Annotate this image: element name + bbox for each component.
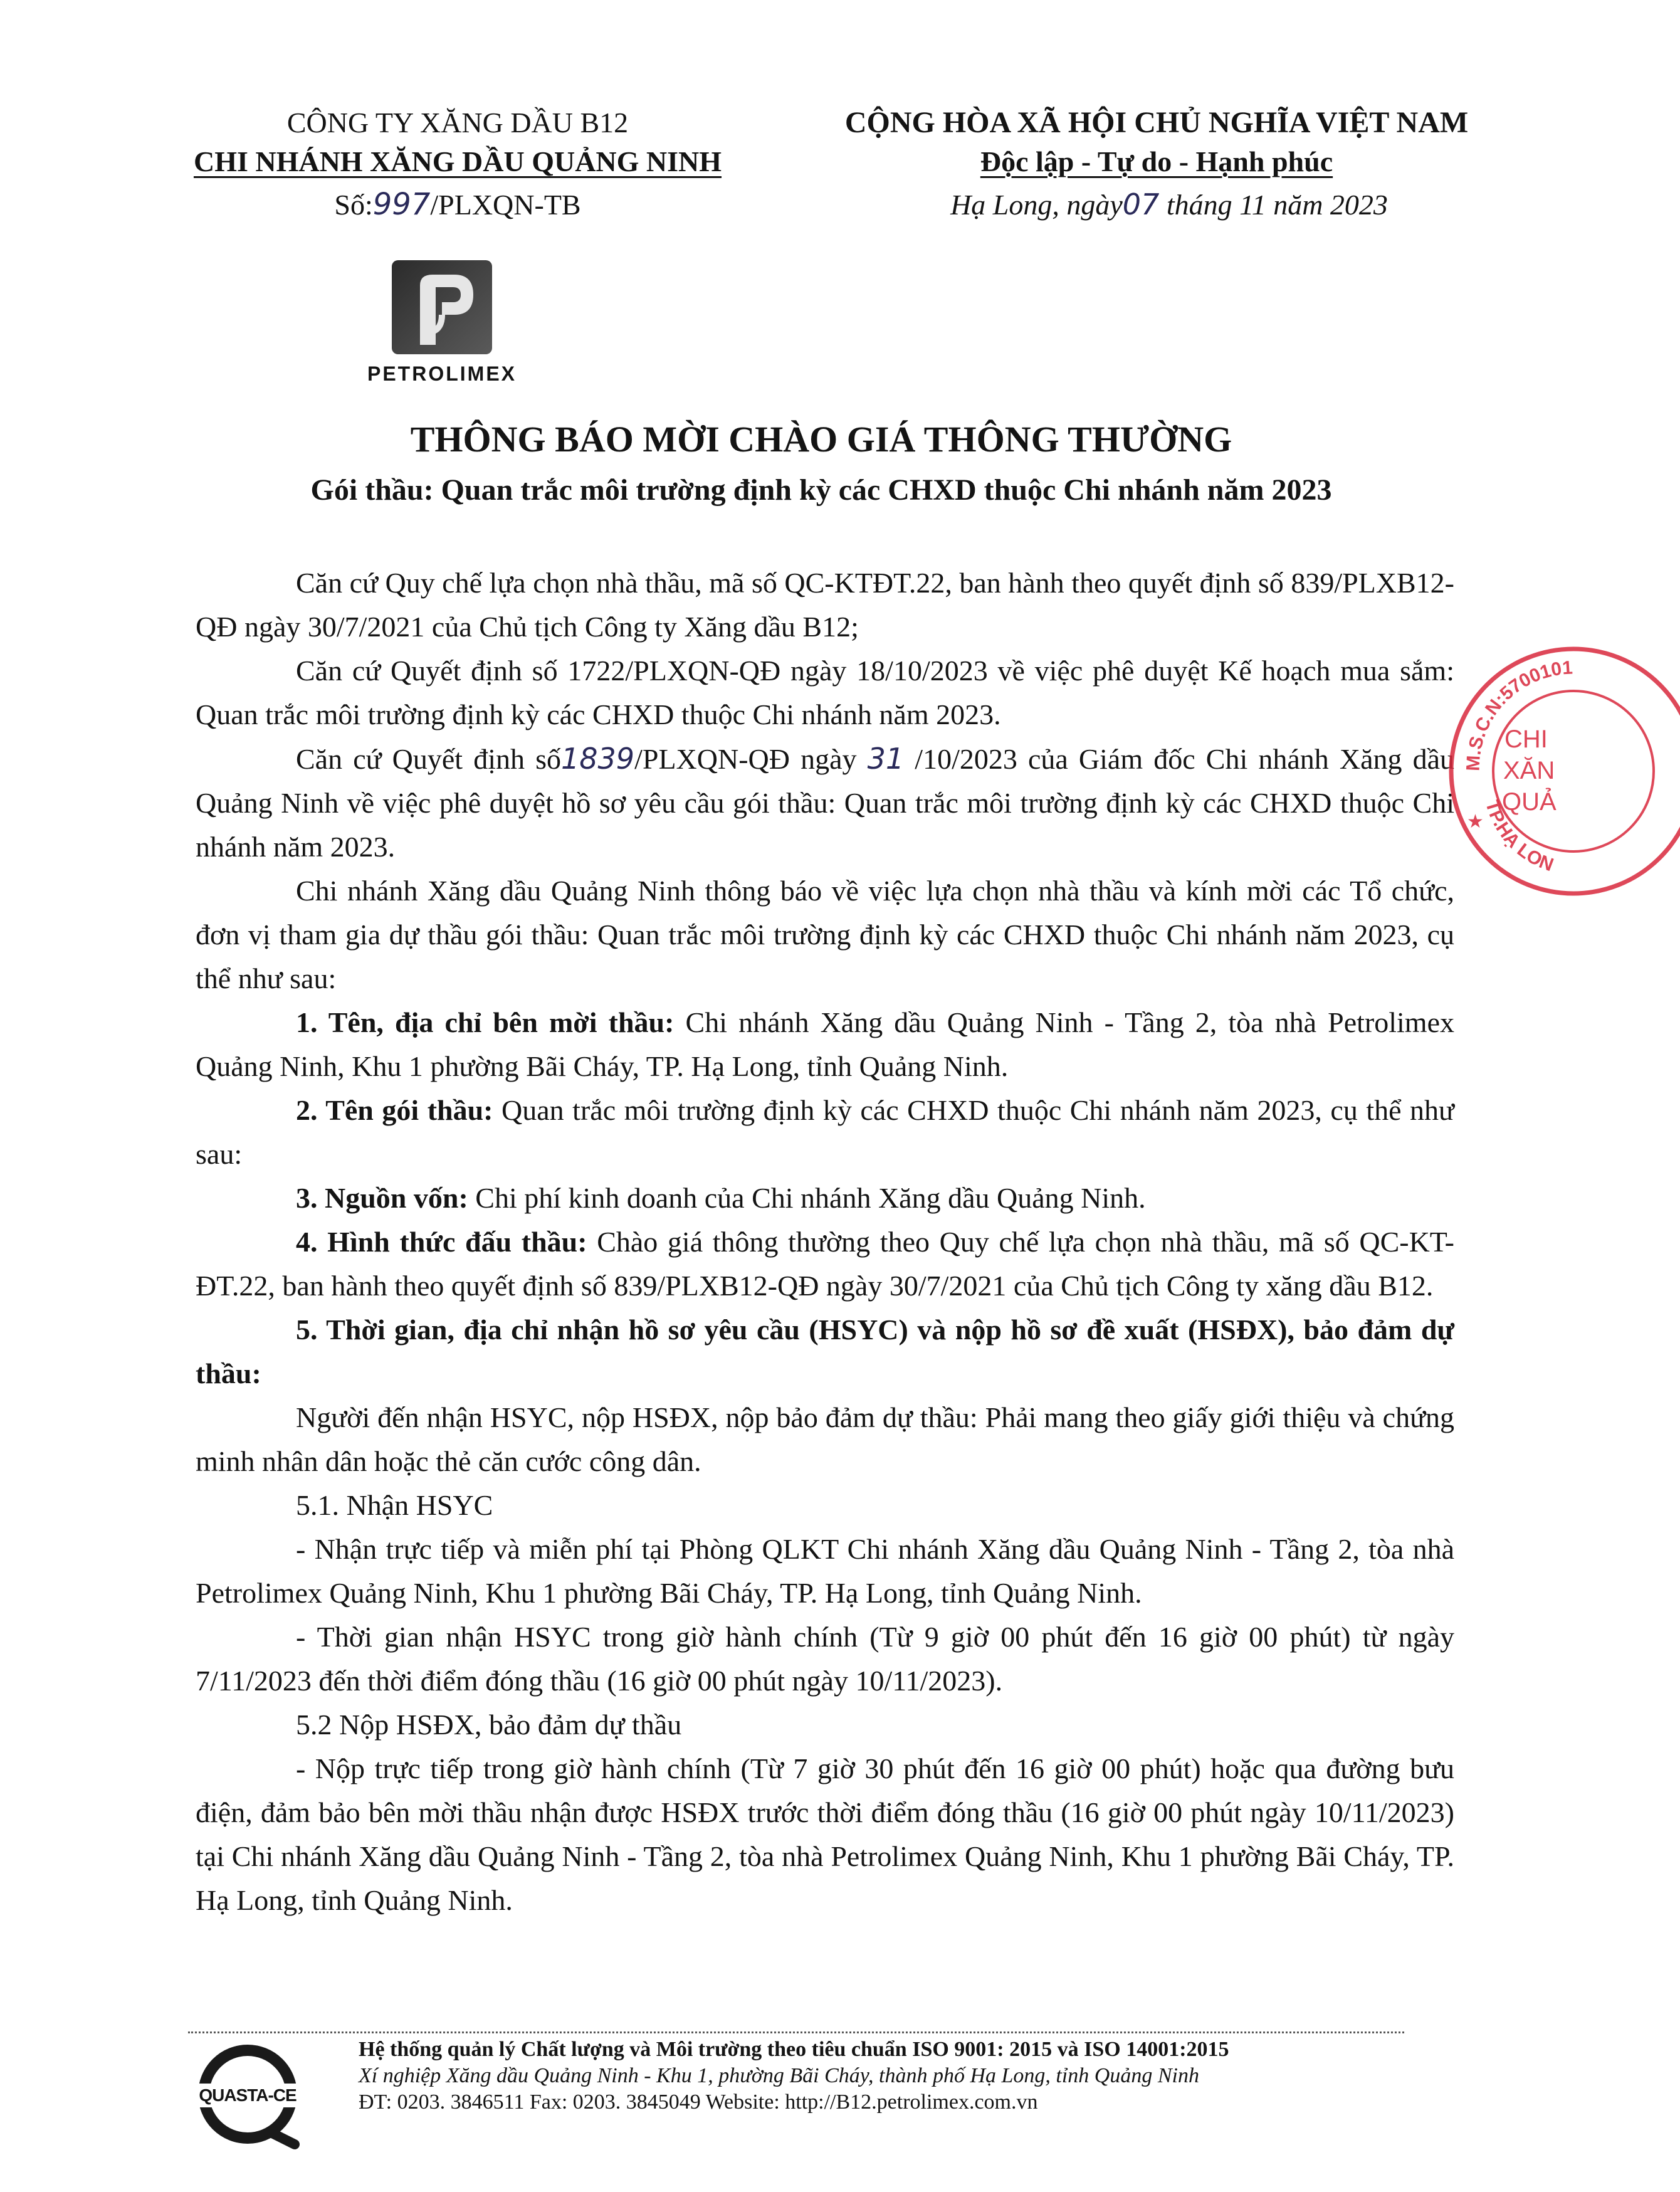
section-2: 2. Tên gói thầu: Quan trắc môi trường định kỳ các CHXD thuộc Chi nhánh năm 2023, cụ thể như sau: — [196, 1094, 1454, 1170]
section-3: 3. Nguồn vốn: Chi phí kinh doanh của Chi nhánh Xăng dầu Quảng Ninh. — [296, 1182, 1146, 1214]
header-right — [796, 103, 1517, 224]
country-name: CỘNG HÒA XÃ HỘI CHỦ NGHĨA VIỆT NAM — [844, 106, 1469, 139]
section-1: 1. Tên, địa chỉ bên mời thầu: Chi nhánh Xăng dầu Quảng Ninh - Tầng 2, tòa nhà Petrolimex Quảng Ninh, Khu 1 phường Bãi Cháy, TP. Hạ Long, tỉnh Quảng Ninh. — [196, 1006, 1454, 1082]
seal-ring-text: M.S.C.N:5700101 — [1462, 657, 1573, 772]
section-4: 4. Hình thức đấu thầu: Chào giá thông thường theo Quy chế lựa chọn nhà thầu, mã số QC-KT-ĐT.22, ban hành theo quyết định số 839/PLXB12-QĐ ngày 30/7/2021 của Chủ tịch Công ty xăng dầu B12. — [196, 1226, 1454, 1302]
seal-center-line-2: XĂN — [1503, 757, 1555, 784]
header-left — [125, 103, 790, 224]
section-5-1-item-2: - Thời gian nhận HSYC trong giờ hành chính (Từ 9 giờ 00 phút đến 16 giờ 00 phút) từ ngày 7/11/2023 đến thời điểm đóng thầu (16 giờ 00 phút ngày 10/11/2023). — [196, 1621, 1454, 1697]
section-5-1-title: 5.1. Nhận HSYC — [296, 1489, 493, 1521]
footer-iso-line: Hệ thống quản lý Chất lượng và Môi trường theo tiêu chuẩn ISO 9001: 2015 và ISO 14001:2015 — [359, 2038, 1229, 2061]
section-5-1-item-1: - Nhận trực tiếp và miễn phí tại Phòng QLKT Chi nhánh Xăng dầu Quảng Ninh - Tầng 2, tòa nhà Petrolimex Quảng Ninh, Khu 1 phường Bãi Cháy, TP. Hạ Long, tỉnh Quảng Ninh. — [196, 1533, 1454, 1609]
handwritten-decision-day: 31 — [867, 742, 905, 776]
footer-address-line: Xí nghiệp Xăng dầu Quảng Ninh - Khu 1, phường Bãi Cháy, thành phố Hạ Long, tỉnh Quảng Ninh — [359, 2064, 1199, 2087]
quasta-logo-text: QUASTA-CE — [199, 2085, 297, 2105]
red-seal — [1442, 640, 1573, 903]
footer-text — [359, 2037, 1424, 2116]
section-5-intro: Người đến nhận HSYC, nộp HSĐX, nộp bảo đảm dự thầu: Phải mang theo giấy giới thiệu và chứng minh nhân dân hoặc thẻ căn cước công dân. — [196, 1401, 1454, 1477]
document-number: Số:997/PLXQN-TB — [334, 187, 581, 222]
paragraph-legal-basis-1: Căn cứ Quy chế lựa chọn nhà thầu, mã số QC-KTĐT.22, ban hành theo quyết định số 839/PLXB12-QĐ ngày 30/7/2021 của Chủ tịch Công ty Xăng dầu B12; — [196, 567, 1454, 643]
seal-stamp-icon — [1442, 640, 1680, 903]
petrolimex-logo — [348, 257, 536, 392]
footer-contact-line: ĐT: 0203. 3846511 Fax: 0203. 3845049 Website: http://B12.petrolimex.com.vn — [359, 2090, 1038, 2114]
company-name: CÔNG TY XĂNG DẦU B12 — [286, 107, 629, 139]
seal-ring-text-bottom: TP.HẠ LON — [1481, 798, 1557, 876]
paragraph-invitation: Chi nhánh Xăng dầu Quảng Ninh thông báo về việc lựa chọn nhà thầu và kính mời các Tổ chức, đơn vị tham gia dự thầu gói thầu: Quan trắc môi trường định kỳ các CHXD thuộc Chi nhánh năm 2023, cụ thể như sau: — [196, 875, 1454, 994]
handwritten-decision-number: 1839 — [561, 742, 635, 776]
handwritten-day: 07 — [1122, 187, 1160, 221]
document-title: THÔNG BÁO MỜI CHÀO GIÁ THÔNG THƯỜNG — [410, 419, 1232, 460]
branch-name: CHI NHÁNH XĂNG DẦU QUẢNG NINH — [193, 145, 722, 177]
handwritten-number: 997 — [372, 187, 431, 222]
seal-center-line-3: QUẢ — [1502, 788, 1557, 816]
section-5-2-item-1: - Nộp trực tiếp trong giờ hành chính (Từ 7 giờ 30 phút đến 16 giờ 00 phút) hoặc qua đường bưu điện, đảm bảo bên mời thầu nhận được HSĐX trước thời điểm đóng thầu (16 giờ 00 phút ngày 10/11/2023) tại Chi nhánh Xăng dầu Quảng Ninh - Tầng 2, tòa nhà Petrolimex Quảng Ninh, Khu 1 phường Bãi Cháy, TP. Hạ Long, tỉnh Quảng Ninh. — [196, 1752, 1454, 1916]
section-5-2-title: 5.2 Nộp HSĐX, bảo đảm dự thầu — [296, 1709, 682, 1741]
quasta-logo — [194, 2041, 301, 2147]
national-motto: Độc lập - Tự do - Hạnh phúc — [980, 145, 1333, 177]
section-5-heading: 5. Thời gian, địa chỉ nhận hồ sơ yêu cầu (HSYC) và nộp hồ sơ đề xuất (HSĐX), bảo đảm dự thầu: — [196, 1314, 1454, 1389]
paragraph-legal-basis-3: Căn cứ Quyết định số1839/PLXQN-QĐ ngày 31 /10/2023 của Giám đốc Chi nhánh Xăng dầu Quảng Ninh về việc phê duyệt hồ sơ yêu cầu gói thầu: Quan trắc môi trường định kỳ các CHXD thuộc Chi nhánh năm 2023. — [196, 742, 1455, 863]
svg-text:★: ★ — [1467, 811, 1484, 832]
seal-center-line-1: CHI — [1504, 725, 1548, 753]
document-date: Hạ Long, ngày07 tháng 11 năm 2023 — [950, 187, 1388, 221]
paragraph-legal-basis-2: Căn cứ Quyết định số 1722/PLXQN-QĐ ngày 18/10/2023 về việc phê duyệt Kế hoạch mua sắm: Quan trắc môi trường định kỳ các CHXD thuộc Chi nhánh năm 2023. — [196, 655, 1454, 730]
document-subtitle: Gói thầu: Quan trắc môi trường định kỳ các CHXD thuộc Chi nhánh năm 2023 — [310, 473, 1332, 507]
petrolimex-logo-text: PETROLIMEX — [367, 362, 517, 385]
document-body — [196, 561, 1454, 1922]
footer-divider — [188, 2031, 1404, 2033]
